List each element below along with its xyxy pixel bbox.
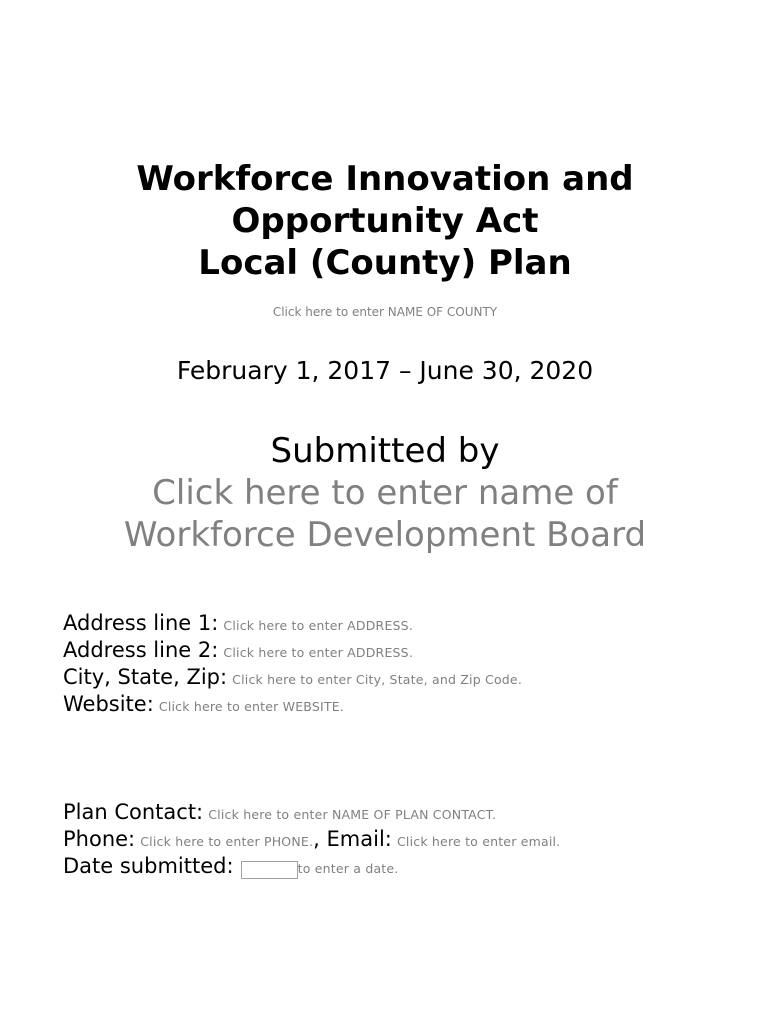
website-field[interactable]: Click here to enter WEBSITE. [158,699,344,714]
address-section [63,610,743,718]
county-name-field[interactable]: Click here to enter NAME OF COUNTY [272,305,498,319]
address-line-1-label: Address line 1: [63,611,219,635]
address-line-2-field[interactable]: Click here to enter ADDRESS. [223,645,413,660]
date-submitted-label: Date submitted: [63,854,234,878]
address-line-2-label: Address line 2: [63,638,219,662]
date-picker-box[interactable] [241,861,298,879]
city-state-zip-label: City, State, Zip: [63,665,228,689]
phone-field[interactable]: Click here to enter PHONE. [140,834,314,849]
website-label: Website: [63,692,154,716]
address-line-2-row [63,637,743,664]
plan-date-range: February 1, 2017 – June 30, 2020 [176,356,594,385]
document-title [0,158,770,284]
address-line-1-row [63,610,743,637]
plan-contact-row [63,799,743,826]
title-line-1: Workforce Innovation and [136,159,634,199]
board-name-field[interactable] [0,472,770,556]
plan-contact-field[interactable]: Click here to enter NAME OF PLAN CONTACT. [208,807,497,822]
title-line-2: Opportunity Act [231,201,539,241]
phone-email-row [63,826,743,853]
board-name-line-1: Click here to enter name of [152,473,618,513]
date-submitted-field[interactable]: to enter a date. [297,861,399,876]
title-line-3: Local (County) Plan [198,243,572,283]
email-field[interactable]: Click here to enter email. [396,834,561,849]
website-row [63,691,743,718]
city-state-zip-row [63,664,743,691]
contact-section [63,799,743,880]
date-submitted-row [63,853,743,880]
address-line-1-field[interactable]: Click here to enter ADDRESS. [223,618,413,633]
plan-contact-label: Plan Contact: [63,800,204,824]
email-label: , Email: [313,827,392,851]
board-name-line-2: Workforce Development Board [123,515,647,555]
phone-label: Phone: [63,827,136,851]
city-state-zip-field[interactable]: Click here to enter City, State, and Zip Code. [232,672,522,687]
submitted-by-label: Submitted by [270,431,500,471]
